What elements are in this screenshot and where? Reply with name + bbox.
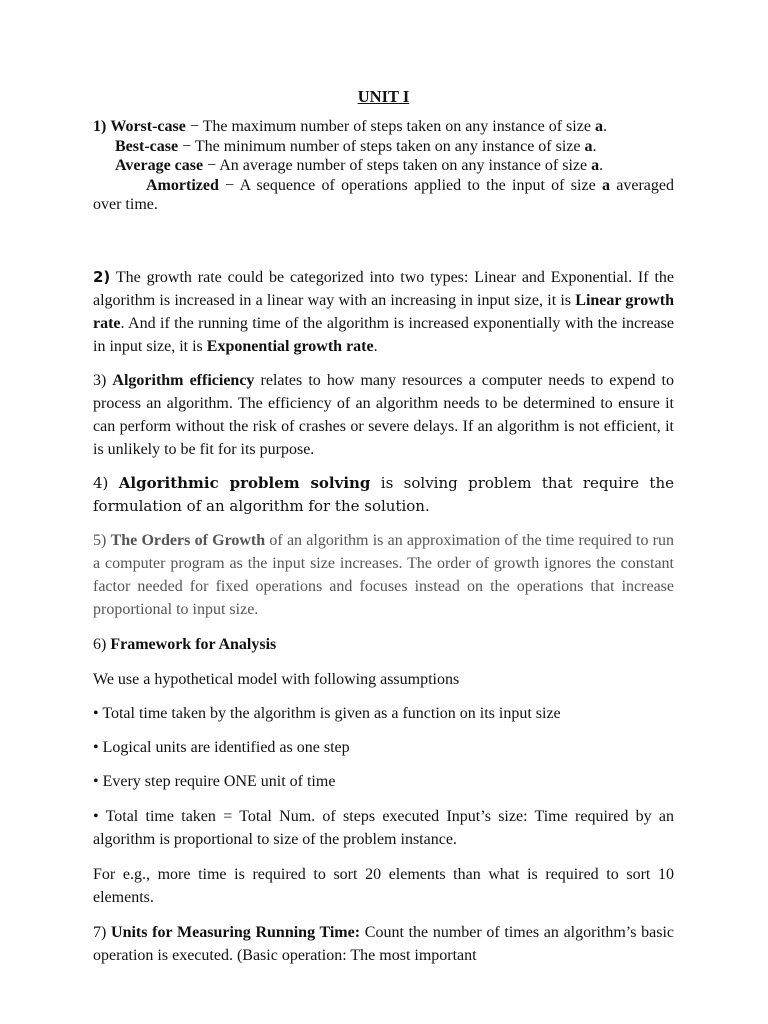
section-number: 1) — [93, 118, 107, 135]
list-item: • Total time taken = Total Num. of steps executed Input’s size: Time required by an algorithm is proportional to size of the problem instance. — [93, 807, 674, 848]
list-item: • Logical units are identified as one step — [93, 738, 350, 756]
section-number: 5) — [93, 531, 111, 549]
linear-growth-term: Linear growth rate — [93, 291, 675, 332]
orders-of-growth-term: The Orders of Growth — [110, 531, 266, 549]
document-content — [93, 86, 674, 967]
period: . — [373, 337, 378, 355]
framework-for-analysis-term: Framework for Analysis — [110, 635, 277, 653]
section-number: 7) — [93, 923, 112, 941]
algorithmic-problem-solving-text: is solving problem that require the formulation of an algorithm for the solution. — [93, 473, 674, 515]
worst-case-term: Worst-case — [110, 118, 186, 135]
list-item: • Total time taken by the algorithm is given as a function on its input size — [93, 704, 561, 722]
list-item: • Every step require ONE unit of time — [93, 772, 336, 790]
algorithmic-problem-solving-term: Algorithmic problem solving — [118, 473, 371, 492]
section-7-paragraph — [93, 921, 674, 967]
amortized-text-end: averaged over time. — [93, 176, 674, 213]
orders-of-growth-text: of an algorithm is an approximation of the time required to run a computer program as the input size increases. The order of growth ignores the constant factor needed for fixed operations and focuses instead on the operations that increase proportional to input size. — [93, 531, 674, 618]
best-case-text: − The minimum number of steps taken on any instance of size — [178, 137, 585, 155]
amortized-text: − A sequence of operations applied to the input of size — [218, 176, 602, 194]
algorithm-efficiency-term: Algorithm efficiency — [112, 371, 255, 389]
average-case-line — [93, 156, 674, 176]
worst-case-text: − The maximum number of steps taken on any instance of size — [185, 118, 595, 135]
section-5-paragraph — [93, 529, 674, 621]
exponential-growth-term: Exponential growth rate — [206, 337, 374, 355]
variable-a: a — [584, 137, 593, 155]
average-case-term: Average case — [115, 157, 204, 174]
variable-a: a — [591, 157, 600, 174]
example-paragraph: For e.g., more time is required to sort 20 elements than what is required to sort 10 elements. — [93, 865, 674, 906]
section-1-definitions — [93, 117, 674, 215]
period: . — [599, 157, 604, 174]
framework-intro: We use a hypothetical model with following assumptions — [93, 670, 460, 688]
average-case-text: − An average number of steps taken on any instance of size — [203, 157, 592, 174]
section-3-paragraph — [93, 369, 674, 461]
units-measuring-running-time-term: Units for Measuring Running Time: — [111, 923, 361, 941]
best-case-line — [93, 137, 674, 157]
algorithm-efficiency-text: relates to how many resources a computer needs to expend to process an algorithm. The efficiency of an algorithm needs to be determined to ensure it can perform without the risk of crashes or severe delays. If an algorithm is not efficient, it is unlikely to be fit for its purpose. — [93, 371, 675, 458]
variable-a: a — [594, 118, 603, 135]
growth-rate-text-2: . And if the running time of the algorithm is increased exponentially with the increase in input size, it is — [93, 314, 674, 355]
section-number: 4) — [93, 473, 119, 492]
section-4-paragraph — [93, 472, 674, 518]
period: . — [602, 118, 607, 135]
section-number: 6) — [93, 635, 111, 653]
section-6-heading — [93, 633, 674, 656]
amortized-term: Amortized — [146, 176, 219, 194]
growth-rate-text: The growth rate could be categorized into two types: Linear and Exponential. If the algorithm is increased in a linear way with an increasing in input size, it is — [93, 268, 674, 309]
section-2-paragraph — [93, 266, 674, 358]
section-number: 3) — [93, 371, 113, 389]
worst-case-line — [93, 117, 674, 137]
section-number: 2) — [93, 267, 111, 286]
amortized-paragraph — [93, 176, 674, 215]
best-case-term: Best-case — [115, 137, 179, 155]
page-title: UNIT I — [357, 87, 410, 106]
units-measuring-running-time-text: Count the number of times an algorithm’s basic operation is executed. (Basic operation: The most important — [93, 923, 675, 964]
period: . — [592, 137, 597, 155]
variable-a: a — [601, 176, 610, 194]
